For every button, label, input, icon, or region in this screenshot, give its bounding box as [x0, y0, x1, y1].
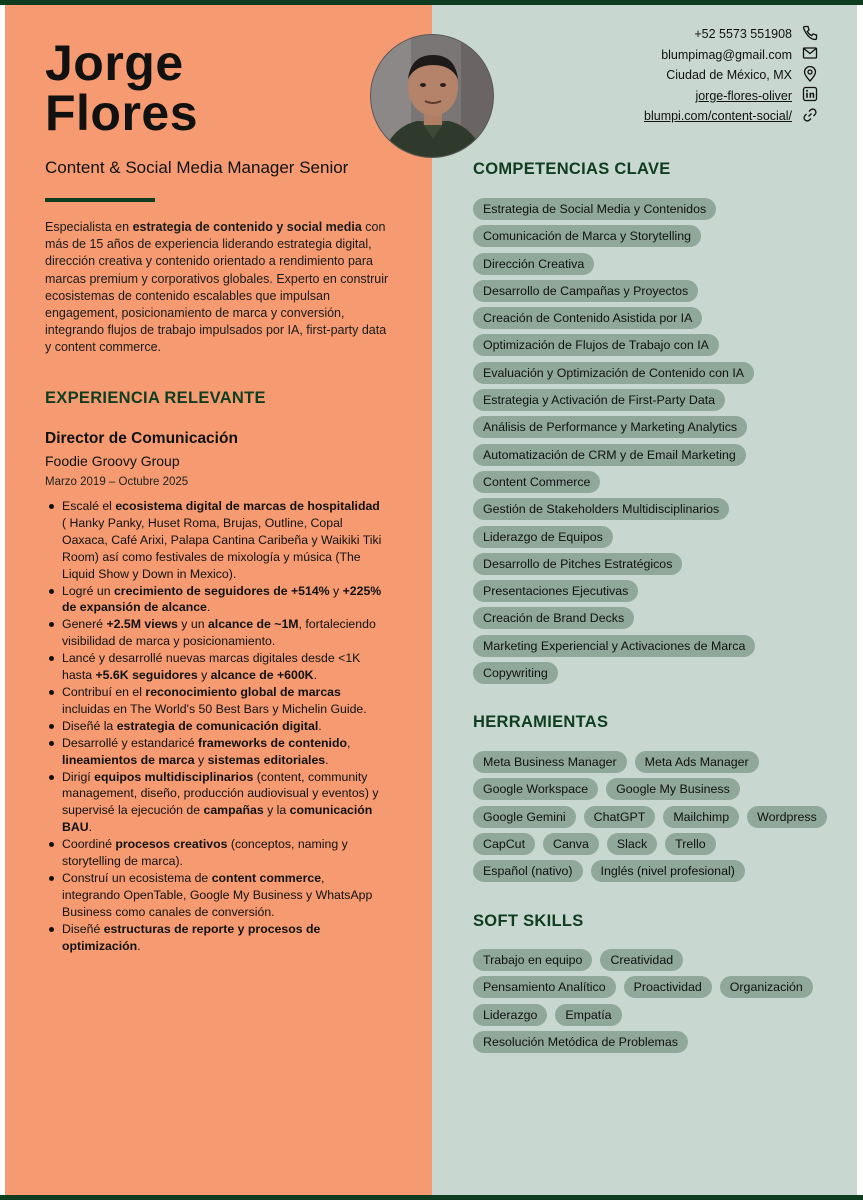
competencia-chip: Estrategia y Activación de First-Party Data: [473, 389, 725, 411]
bullet-text: Diseñé: [62, 921, 104, 936]
experience-bullet: [45, 921, 385, 955]
herramienta-chip: Canva: [543, 833, 599, 855]
experience-bullet: [45, 650, 385, 684]
contact-text: +52 5573 551908: [694, 27, 792, 42]
contact-text[interactable]: blumpi.com/content-social/: [644, 109, 792, 124]
job-dates: Marzo 2019 – Octubre 2025: [45, 476, 189, 488]
bullet-text: incluidas en The World's 50 Best Bars y Michelin Guide.: [62, 701, 367, 716]
bullet-text: Construí un ecosistema de: [62, 870, 212, 885]
competencias-section-title: COMPETENCIAS CLAVE: [473, 160, 671, 178]
linkedin-icon: [802, 86, 818, 105]
bullet-text: ( Hanky Panky, Huset Roma, Brujas, Outline, Copal Oaxaca, Café Arixi, Palapa Cantina Caribeña y Waikiki Tiki Room) así como festivales de mixología y música (The Liquid Show y Down in Mexico).: [62, 515, 382, 581]
competencia-chip: Presentaciones Ejecutivas: [473, 580, 638, 602]
experience-bullet: [45, 735, 385, 769]
competencia-chip: Gestión de Stakeholders Multidisciplinarios: [473, 498, 729, 520]
bullet-text: (content, community management, diseño, producción audiovisual y eventos) y supervisé la ejecución de: [62, 769, 379, 818]
bullet-highlight: sistemas editoriales: [207, 752, 326, 767]
competencia-chip: Estrategia de Social Media y Contenidos: [473, 198, 716, 220]
contact-info: [558, 24, 818, 127]
competencia-chip: Automatización de CRM y de Email Marketing: [473, 444, 746, 466]
bullet-text: y un: [177, 617, 208, 632]
bullet-highlight: +225% de expansión de alcance: [62, 583, 382, 615]
summary-highlight: estrategia de contenido y social media: [132, 220, 362, 234]
herramienta-chip: Trello: [665, 833, 716, 855]
herramienta-chip: Google Gemini: [473, 806, 576, 828]
experience-bullet: [45, 498, 385, 583]
bullet-text: .: [88, 820, 93, 835]
contact-row: [558, 45, 818, 66]
job-headline: Content & Social Media Manager Senior: [45, 158, 349, 177]
soft-skill-chip: Proactividad: [624, 976, 712, 998]
bullet-text: .: [137, 938, 141, 953]
soft-skill-chip: Organización: [720, 976, 813, 998]
bullet-highlight: procesos creativos: [115, 837, 228, 852]
soft-skill-chip: Trabajo en equipo: [473, 949, 592, 971]
profile-summary: [45, 219, 390, 357]
contact-row: [558, 65, 818, 86]
competencia-chip: Comunicación de Marca y Storytelling: [473, 225, 701, 247]
bullet-highlight: +5.6K seguidores: [95, 668, 198, 683]
herramienta-chip: CapCut: [473, 833, 535, 855]
location-pin-icon: [802, 66, 818, 85]
experience-section-title: EXPERIENCIA RELEVANTE: [45, 389, 266, 407]
competencia-chip: Marketing Experiencial y Activaciones de Marca: [473, 635, 755, 657]
bottom-border: [0, 1195, 863, 1200]
competencia-chip: Dirección Creativa: [473, 253, 594, 275]
bullet-highlight: frameworks de contenido: [198, 735, 347, 750]
first-name: Jorge: [45, 35, 184, 91]
job-title: Director de Comunicación: [45, 430, 238, 447]
contact-text: blumpimag@gmail.com: [661, 47, 792, 62]
competencia-chip: Liderazgo de Equipos: [473, 526, 613, 548]
experience-bullet: [45, 684, 385, 718]
contact-row: [558, 24, 818, 45]
bullet-highlight: estrategia de comunicación digital: [116, 718, 319, 733]
contact-text[interactable]: jorge-flores-oliver: [695, 88, 792, 103]
bullet-highlight: alcance de ~1M: [207, 617, 299, 632]
herramienta-chip: Slack: [607, 833, 657, 855]
bullet-highlight: equipos multidisciplinarios: [94, 769, 254, 784]
herramienta-chip: Google My Business: [606, 778, 740, 800]
competencia-chip: Creación de Brand Decks: [473, 607, 634, 629]
bullet-text: ,: [346, 735, 351, 750]
competencia-chip: Creación de Contenido Asistida por IA: [473, 307, 702, 329]
experience-bullet: [45, 718, 385, 735]
contact-row[interactable]: [558, 106, 818, 127]
bullet-highlight: lineamientos de marca: [62, 752, 195, 767]
summary-text: Especialista en: [45, 220, 133, 234]
bullet-highlight: ecosistema digital de marcas de hospitalidad: [115, 499, 380, 513]
bullet-text: Diseñé la: [62, 718, 117, 733]
bullet-text: Desarrollé y estandaricé: [62, 735, 199, 750]
competencia-chip: Desarrollo de Campañas y Proyectos: [473, 280, 698, 302]
herramienta-chip: Español (nativo): [473, 860, 583, 882]
bullet-highlight: +2.5M views: [106, 617, 178, 632]
bullet-text: , fortaleciendo visibilidad de marca y posicionamiento.: [62, 617, 376, 649]
bullet-highlight: alcance de +600K: [210, 668, 314, 683]
bullet-text: .: [325, 752, 329, 767]
competencia-chip: Desarrollo de Pitches Estratégicos: [473, 553, 682, 575]
bullet-text: .: [318, 718, 322, 733]
bullet-text: Contribuí en el: [62, 684, 146, 699]
bullet-text: .: [313, 668, 317, 683]
competencia-chip: Análisis de Performance y Marketing Analytics: [473, 416, 747, 438]
experience-bullet: [45, 583, 385, 617]
competencia-chip: Copywriting: [473, 662, 558, 684]
bullet-text: y la: [263, 803, 290, 818]
herramienta-chip: Meta Ads Manager: [635, 751, 759, 773]
bullet-highlight: reconocimiento global de marcas: [145, 684, 341, 699]
herramienta-chip: Google Workspace: [473, 778, 598, 800]
experience-bullet: [45, 616, 385, 650]
competencia-chip: Content Commerce: [473, 471, 600, 493]
soft-skill-chip: Pensamiento Analítico: [473, 976, 616, 998]
bullet-highlight: comunicación BAU: [62, 803, 373, 835]
contact-row[interactable]: [558, 86, 818, 107]
bullet-text: Coordiné: [62, 837, 116, 852]
experience-bullet: [45, 836, 385, 870]
contact-text: Ciudad de México, MX: [666, 68, 792, 83]
bullet-text: Lancé y desarrollé nuevas marcas digitales desde <1K hasta: [62, 651, 361, 683]
bullet-text: (conceptos, naming y storytelling de marca).: [62, 837, 348, 869]
bullet-highlight: crecimiento de seguidores de +514%: [113, 583, 330, 598]
herramienta-chip: Mailchimp: [663, 806, 739, 828]
herramienta-chip: ChatGPT: [584, 806, 656, 828]
experience-bullets: [45, 498, 385, 954]
bullet-text: y: [329, 583, 343, 598]
job-company: Foodie Groovy Group: [45, 453, 180, 469]
experience-bullet: [45, 769, 385, 837]
herramienta-chip: Meta Business Manager: [473, 751, 627, 773]
bullet-highlight: campañas: [203, 803, 264, 818]
soft-skill-chip: Resolución Metódica de Problemas: [473, 1031, 688, 1053]
competencia-chip: Optimización de Flujos de Trabajo con IA: [473, 334, 719, 356]
experience-bullet: [45, 870, 385, 921]
last-name: Flores: [45, 85, 199, 141]
bullet-text: .: [206, 600, 211, 615]
candidate-name: [45, 35, 199, 141]
summary-text: con más de 15 años de experiencia liderando estrategia digital, dirección creativa y contenido orientado a rendimiento para marcas premium y corporativos globales. Experto en construir ecosistemas de contenido escalables que impulsan engagement, posicionamiento de marca y conversión, integrando flujos de trabajo impulsados por IA, first-party data y content commerce.: [45, 220, 389, 355]
competencia-chip: Evaluación y Optimización de Contenido con IA: [473, 362, 754, 384]
mail-icon: [802, 45, 818, 64]
soft-skill-chip: Empatía: [555, 1004, 621, 1026]
soft-skill-chip: Liderazgo: [473, 1004, 547, 1026]
soft-skill-chip: Creatividad: [600, 949, 683, 971]
phone-icon: [802, 25, 818, 44]
bullet-text: y: [197, 668, 211, 683]
bullet-text: Dirigí: [62, 769, 95, 784]
bullet-text: , integrando OpenTable, Google My Business y WhatsApp Business como canales de conversión.: [62, 870, 373, 919]
bullet-highlight: content commerce: [211, 870, 322, 885]
herramientas-list: [473, 751, 833, 882]
competencias-list: [473, 198, 833, 689]
bullet-text: Logré un: [62, 583, 114, 598]
bullet-text: Generé: [62, 617, 107, 632]
bullet-text: Escalé el: [62, 499, 116, 513]
soft-skills-section-title: SOFT SKILLS: [473, 912, 584, 930]
herramienta-chip: Wordpress: [747, 806, 827, 828]
bullet-text: y: [194, 752, 208, 767]
herramienta-chip: Inglés (nivel profesional): [591, 860, 745, 882]
headline-underline: [45, 198, 155, 202]
herramientas-section-title: HERRAMIENTAS: [473, 713, 609, 731]
bullet-highlight: estructuras de reporte y procesos de optimización: [62, 921, 321, 953]
soft-skills-list: [473, 949, 833, 1053]
link-icon: [802, 107, 818, 126]
profile-photo: [370, 34, 494, 158]
